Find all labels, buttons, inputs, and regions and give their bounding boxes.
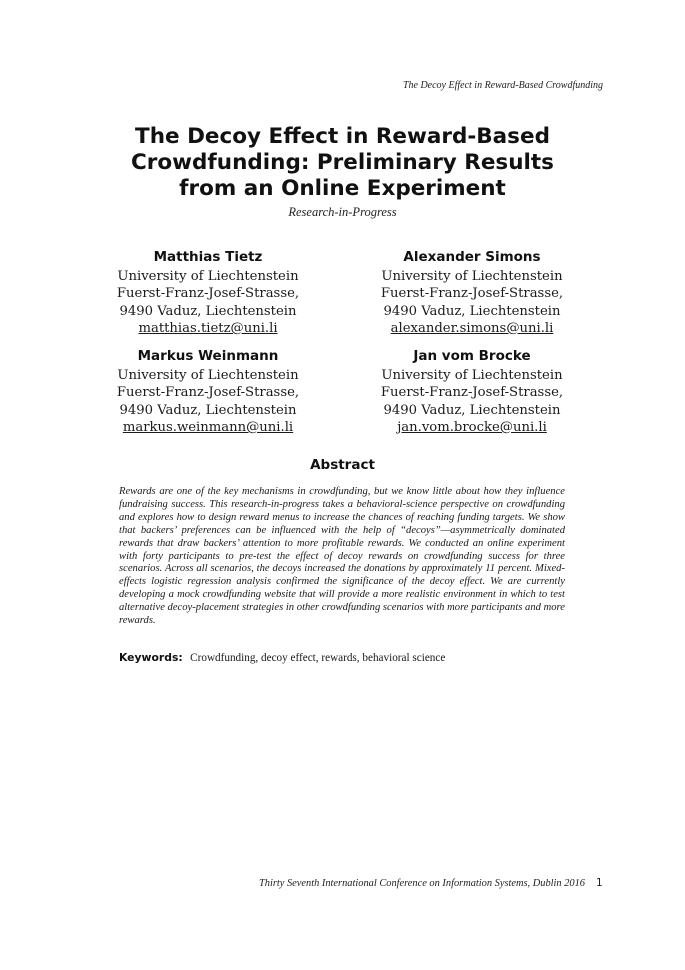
- conference-footer: Thirty Seventh International Conference on Information Systems, Dublin 2016: [258, 878, 585, 889]
- author-email-link[interactable]: alexander.simons@uni.li: [390, 321, 554, 336]
- author-name: Jan vom Brocke: [413, 348, 531, 364]
- author-street: Fuerst-Franz-Josef-Strasse,: [116, 385, 300, 400]
- author-email-link[interactable]: matthias.tietz@uni.li: [138, 321, 278, 336]
- author-email-link[interactable]: jan.vom.brocke@uni.li: [397, 420, 547, 435]
- title-line: from an Online Experiment: [179, 176, 506, 201]
- title-line: The Decoy Effect in Reward-Based: [135, 124, 550, 149]
- paper-title: [0, 124, 685, 202]
- author-affiliation: University of Liechtenstein: [381, 367, 563, 383]
- author-name: Matthias Tietz: [153, 249, 263, 265]
- author-name: Markus Weinmann: [137, 348, 279, 364]
- author-affiliation: University of Liechtenstein: [117, 367, 299, 383]
- keywords-line: [119, 651, 565, 664]
- abstract-heading: Abstract: [310, 457, 375, 473]
- author-block: [88, 348, 328, 437]
- author-block: [352, 249, 592, 338]
- keywords-label: Keywords:: [119, 651, 183, 664]
- author-street: Fuerst-Franz-Josef-Strasse,: [116, 286, 300, 301]
- abstract-body: Rewards are one of the key mechanisms in crowdfunding, but we know little about how they influence fundraising success. This research-in-progress takes a behavioral-science perspective on crowdfunding and explores how to design reward menus to increase the chances of reaching funding targets. We show that backers’ preferences can be influenced with the help of “decoys”—asymmetrically dominated rewards that draw backers’ attention to more profitable rewards. We conducted an online experiment with forty participants to pre-test the effect of decoy rewards on crowdfunding success for three scenarios. Across all scenarios, the decoys increased the donations by approximately 11 percent. Mixed-effects logistic regression analysis confirmed the significance of the decoy effect. We are currently developing a mock crowdfunding website that will provide a more realistic environment in which to test alternative decoy-placement strategies in other crowdfunding scenarios with more participants and more rewards.: [119, 486, 565, 627]
- author-city: 9490 Vaduz, Liechtenstein: [383, 402, 561, 418]
- page-number: 1: [596, 877, 603, 889]
- author-affiliation: University of Liechtenstein: [117, 268, 299, 284]
- author-city: 9490 Vaduz, Liechtenstein: [119, 303, 297, 319]
- author-city: 9490 Vaduz, Liechtenstein: [119, 402, 297, 418]
- title-line: Crowdfunding: Preliminary Results: [131, 150, 554, 175]
- author-street: Fuerst-Franz-Josef-Strasse,: [380, 286, 564, 301]
- author-block: [88, 249, 328, 338]
- author-email-link[interactable]: markus.weinmann@uni.li: [122, 420, 294, 435]
- author-affiliation: University of Liechtenstein: [381, 268, 563, 284]
- author-name: Alexander Simons: [403, 249, 541, 265]
- running-header: The Decoy Effect in Reward-Based Crowdfunding: [402, 80, 603, 91]
- author-street: Fuerst-Franz-Josef-Strasse,: [380, 385, 564, 400]
- paper-type: Research-in-Progress: [288, 205, 397, 219]
- keywords-text: Crowdfunding, decoy effect, rewards, behavioral science: [190, 652, 446, 664]
- author-block: [352, 348, 592, 437]
- author-city: 9490 Vaduz, Liechtenstein: [383, 303, 561, 319]
